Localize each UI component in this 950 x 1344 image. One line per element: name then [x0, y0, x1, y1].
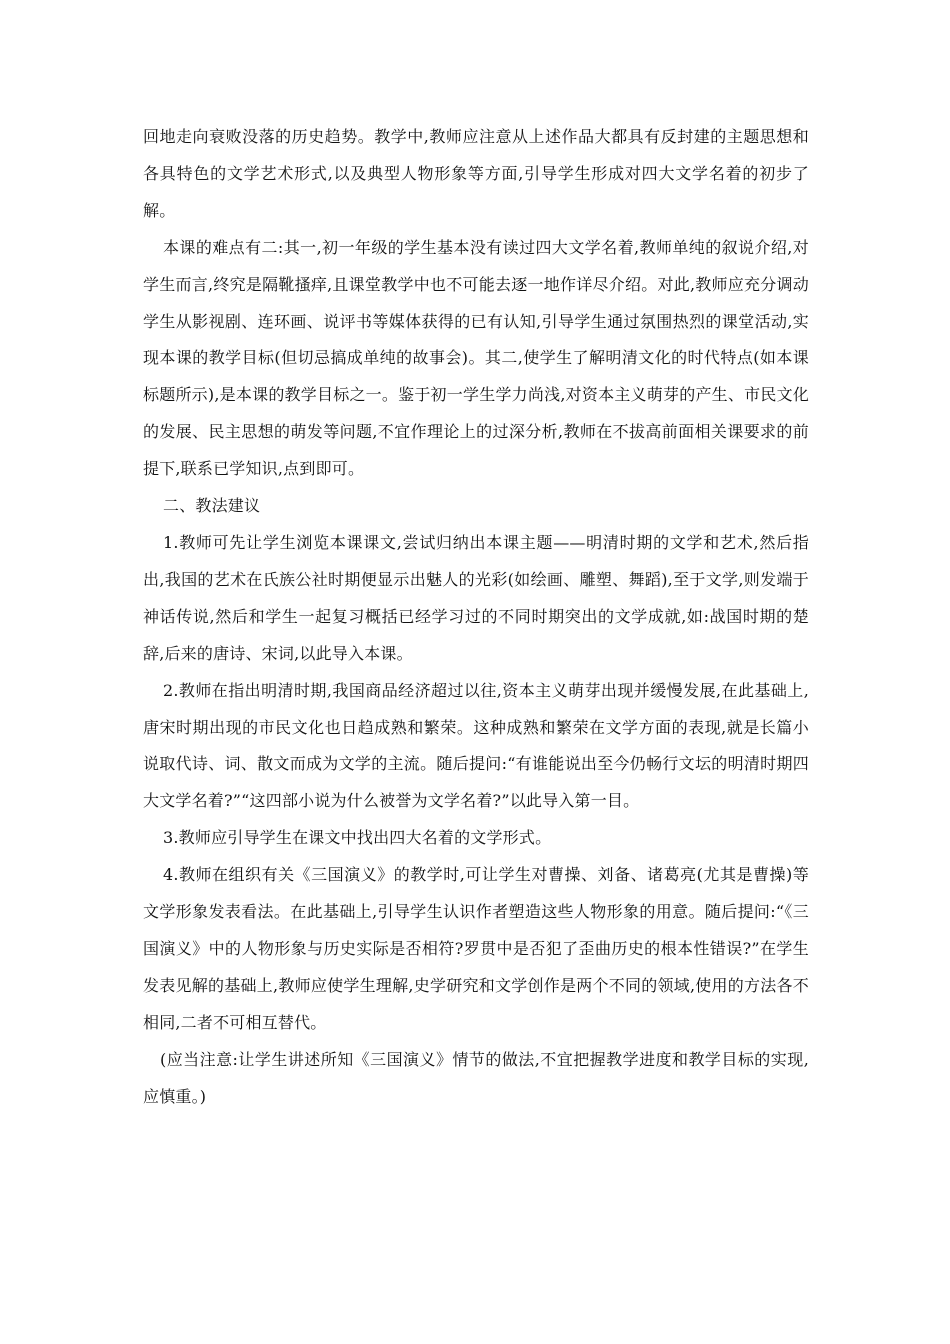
paragraph-suggestion-2: 2.教师在指出明清时期,我国商品经济超过以往,资本主义萌芽出现并缓慢发展,在此基础上,唐宋时期出现的市民文化也日趋成熟和繁荣。这种成熟和繁荣在文学方面的表现,就是长篇小说取代诗、词、散文而成为文学的主流。随后提问:“有谁能说出至今仍畅行文坛的明清时期四大文学名着?”“这四部小说为什么被誉为文学名着?”以此导入第一目。 — [143, 680, 809, 811]
paragraph-intro-continuation: 回地走向衰败没落的历史趋势。教学中,教师应注意从上述作品大都具有反封建的主题思想和各具特色的文学艺术形式,以及典型人物形象等方面,引导学生形成对四大文学名着的初步了解。 — [143, 127, 809, 220]
document-body — [143, 119, 809, 1115]
paragraph-note: (应当注意:让学生讲述所知《三国演义》情节的做法,不宜把握教学进度和教学目标的实现,应慎重。) — [143, 1049, 809, 1106]
paragraph-suggestion-3: 3.教师应引导学生在课文中找出四大名着的文学形式。 — [163, 828, 552, 848]
paragraph-suggestion-4: 4.教师在组织有关《三国演义》的教学时,可让学生对曹操、刘备、诸葛亮(尤其是曹操)等文学形象发表看法。在此基础上,引导学生认识作者塑造这些人物形象的用意。随后提问:“《三国演义》中的人物形象与历史实际是否相符?罗贯中是否犯了歪曲历史的根本性错误?”在学生发表见解的基础上,教师应使学生理解,史学研究和文学创作是两个不同的领域,使用的方法各不相同,二者不可相互替代。 — [143, 865, 809, 1032]
paragraph-suggestion-1: 1.教师可先让学生浏览本课课文,尝试归纳出本课主题——明清时期的文学和艺术,然后指出,我国的艺术在氏族公社时期便显示出魅人的光彩(如绘画、雕塑、舞蹈),至于文学,则发端于神话传说,然后和学生一起复习概括已经学习过的不同时期突出的文学成就,如:战国时期的楚辞,后来的唐诗、宋词,以此导入本课。 — [143, 532, 809, 663]
paragraph-difficulties: 本课的难点有二:其一,初一年级的学生基本没有读过四大文学名着,教师单纯的叙说介绍,对学生而言,终究是隔靴搔痒,且课堂教学中也不可能去逐一地作详尽介绍。对此,教师应充分调动学生从影视剧、连环画、说评书等媒体获得的已有认知,引导学生通过氛围热烈的课堂活动,实现本课的教学目标(但切忌搞成单纯的故事会)。其二,使学生了解明清文化的时代特点(如本课标题所示),是本课的教学目标之一。鉴于初一学生学力尚浅,对资本主义萌芽的产生、市民文化的发展、民主思想的萌发等问题,不宜作理论上的过深分析,教师在不拔高前面相关课要求的前提下,联系已学知识,点到即可。 — [143, 237, 809, 479]
section-heading-teaching-suggestions: 二、教法建议 — [163, 496, 261, 516]
